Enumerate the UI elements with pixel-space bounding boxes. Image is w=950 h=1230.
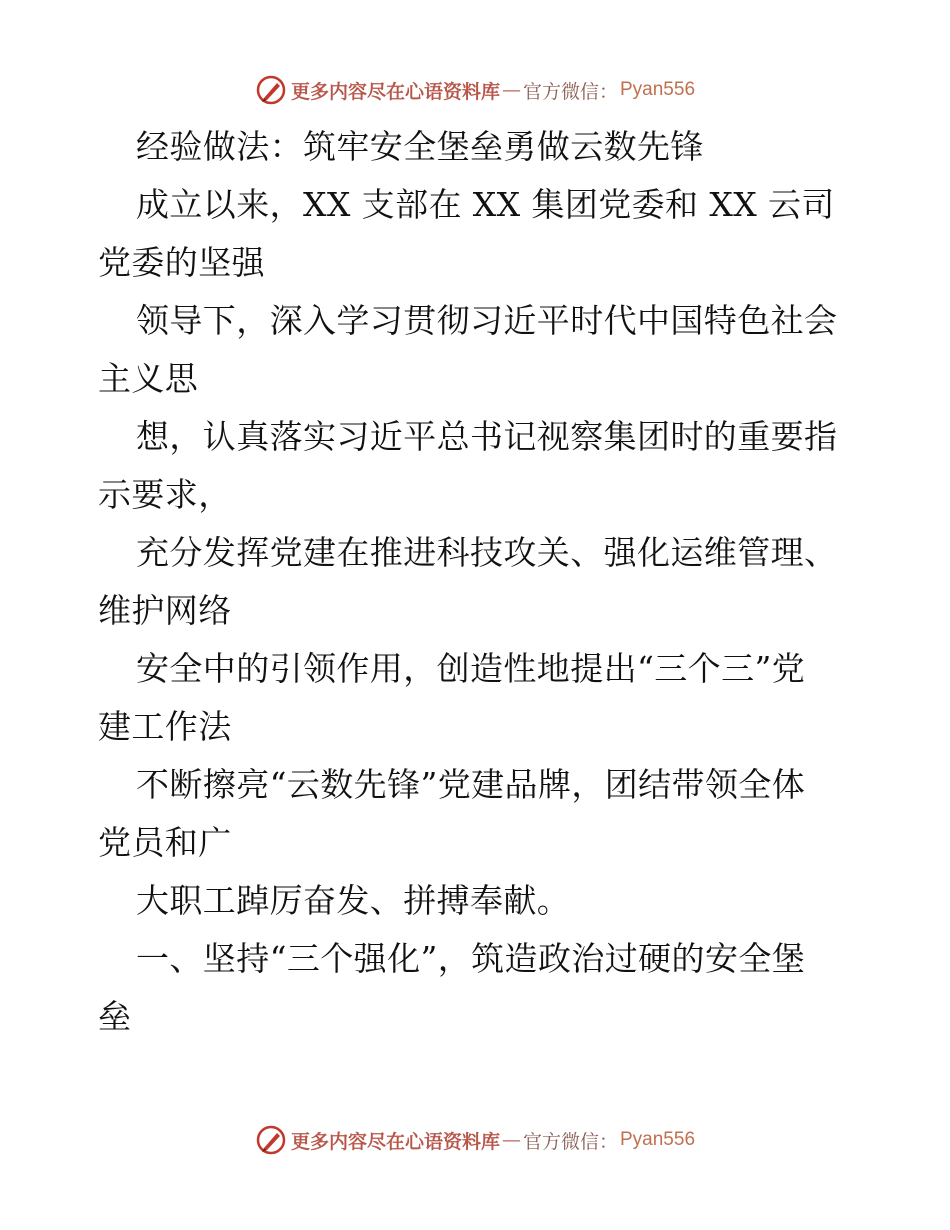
paragraph-line: 想，认真落实习近平总书记视察集团时的重要指 [136, 417, 838, 456]
paragraph-line: 充分发挥党建在推进科技攻关、强化运维管理、 [136, 533, 838, 572]
paragraph-line: 主义思 [98, 359, 199, 398]
banner-brand-text: 更多内容尽在心语资料库 [290, 80, 500, 103]
paragraph-line: 领导下，深入学习贯彻习近平时代中国特色社会 [136, 301, 838, 340]
banner-dash: — [501, 1129, 521, 1151]
banner-official-label: 官方微信： [522, 1130, 618, 1153]
paragraph-line: 党员和广 [98, 823, 232, 862]
paragraph-line: 维护网络 [98, 591, 232, 630]
document-title: 经验做法：筑牢安全堡垒勇做云数先锋 [136, 127, 704, 166]
paragraph-line: 成立以来，XX 支部在 XX 集团党委和 XX 云司 [136, 185, 835, 224]
header-watermark-banner [0, 72, 950, 108]
banner-official-label: 官方微信： [522, 80, 618, 103]
paragraph-line: 党委的坚强 [98, 243, 265, 282]
paragraph-line: 大职工踔厉奋发、拼搏奉献。 [136, 881, 571, 920]
paragraph-line: 不断擦亮“云数先锋”党建品牌，团结带领全体 [136, 765, 806, 804]
banner-brand-text: 更多内容尽在心语资料库 [290, 1130, 500, 1153]
document-body [98, 118, 858, 1046]
paragraph-line: 示要求， [98, 475, 232, 514]
section-heading: 一、坚持“三个强化”，筑造政治过硬的安全堡 [136, 939, 806, 978]
banner-dash: — [501, 79, 521, 101]
paragraph-line: 建工作法 [98, 707, 232, 746]
footer-watermark-banner [0, 1122, 950, 1158]
pen-logo-icon [255, 1124, 287, 1156]
banner-wechat-id: Pyan556 [620, 79, 696, 100]
paragraph-line: 安全中的引领作用，创造性地提出“三个三”党 [136, 649, 806, 688]
banner-wechat-id: Pyan556 [620, 1129, 696, 1150]
pen-logo-icon [255, 74, 287, 106]
section-heading-continuation: 垒 [98, 997, 132, 1036]
